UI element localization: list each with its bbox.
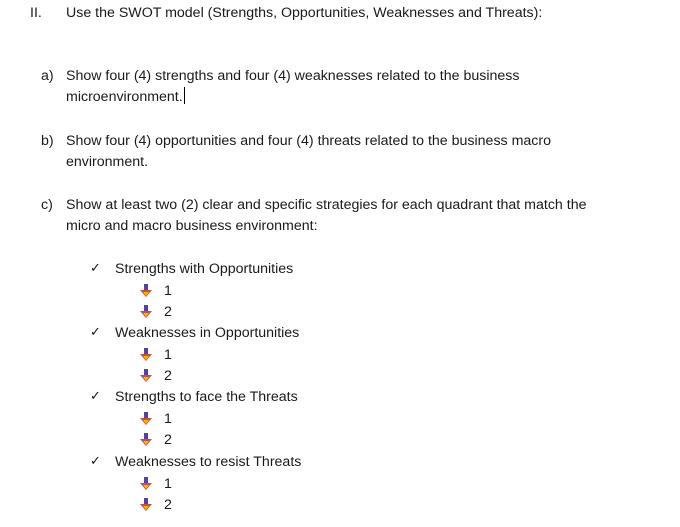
item-a-text-line2 (66, 87, 185, 107)
checkmark-bullet-icon: ✓ (90, 389, 101, 404)
quadrant-point: 2 (164, 432, 172, 448)
section-heading: Use the SWOT model (Strengths, Opportunities, Weaknesses and Threats): (66, 5, 543, 21)
item-b-text-line1: Show four (4) opportunities and four (4) threats related to the business macro (66, 133, 551, 149)
checkmark-bullet-icon: ✓ (90, 325, 101, 340)
item-b-label: b) (41, 133, 54, 149)
quadrant-point: 1 (164, 476, 172, 492)
item-c-text-line1: Show at least two (2) clear and specific strategies for each quadrant that match the (66, 197, 587, 213)
quadrant-title: Strengths to face the Threats (115, 389, 298, 405)
item-a-label: a) (41, 68, 54, 84)
quadrant-point: 1 (164, 347, 172, 363)
item-b-text-line2: environment. (66, 154, 149, 170)
arrow-bullet-icon (139, 305, 153, 319)
quadrant-point: 2 (164, 304, 172, 320)
quadrant-point: 2 (164, 368, 172, 384)
quadrant-title: Weaknesses in Opportunities (115, 325, 300, 341)
arrow-bullet-icon (139, 412, 153, 426)
checkmark-bullet-icon: ✓ (90, 454, 101, 469)
text-cursor (184, 87, 185, 104)
arrow-bullet-icon (139, 284, 153, 298)
arrow-bullet-icon (139, 477, 153, 491)
quadrant-point: 1 (164, 411, 172, 427)
item-a-text-line2-content: microenvironment. (66, 89, 183, 105)
arrow-bullet-icon (139, 433, 153, 447)
arrow-bullet-icon (139, 498, 153, 512)
item-a-text-line1: Show four (4) strengths and four (4) weaknesses related to the business (66, 68, 520, 84)
item-c-text-line2: micro and macro business environment: (66, 218, 318, 234)
quadrant-point: 1 (164, 283, 172, 299)
item-c-label: c) (41, 197, 53, 213)
quadrant-title: Strengths with Opportunities (115, 261, 294, 277)
arrow-bullet-icon (139, 348, 153, 362)
quadrant-title: Weaknesses to resist Threats (115, 454, 302, 470)
arrow-bullet-icon (139, 369, 153, 383)
checkmark-bullet-icon: ✓ (90, 261, 101, 276)
section-number: II. (30, 5, 42, 21)
quadrant-point: 2 (164, 497, 172, 513)
